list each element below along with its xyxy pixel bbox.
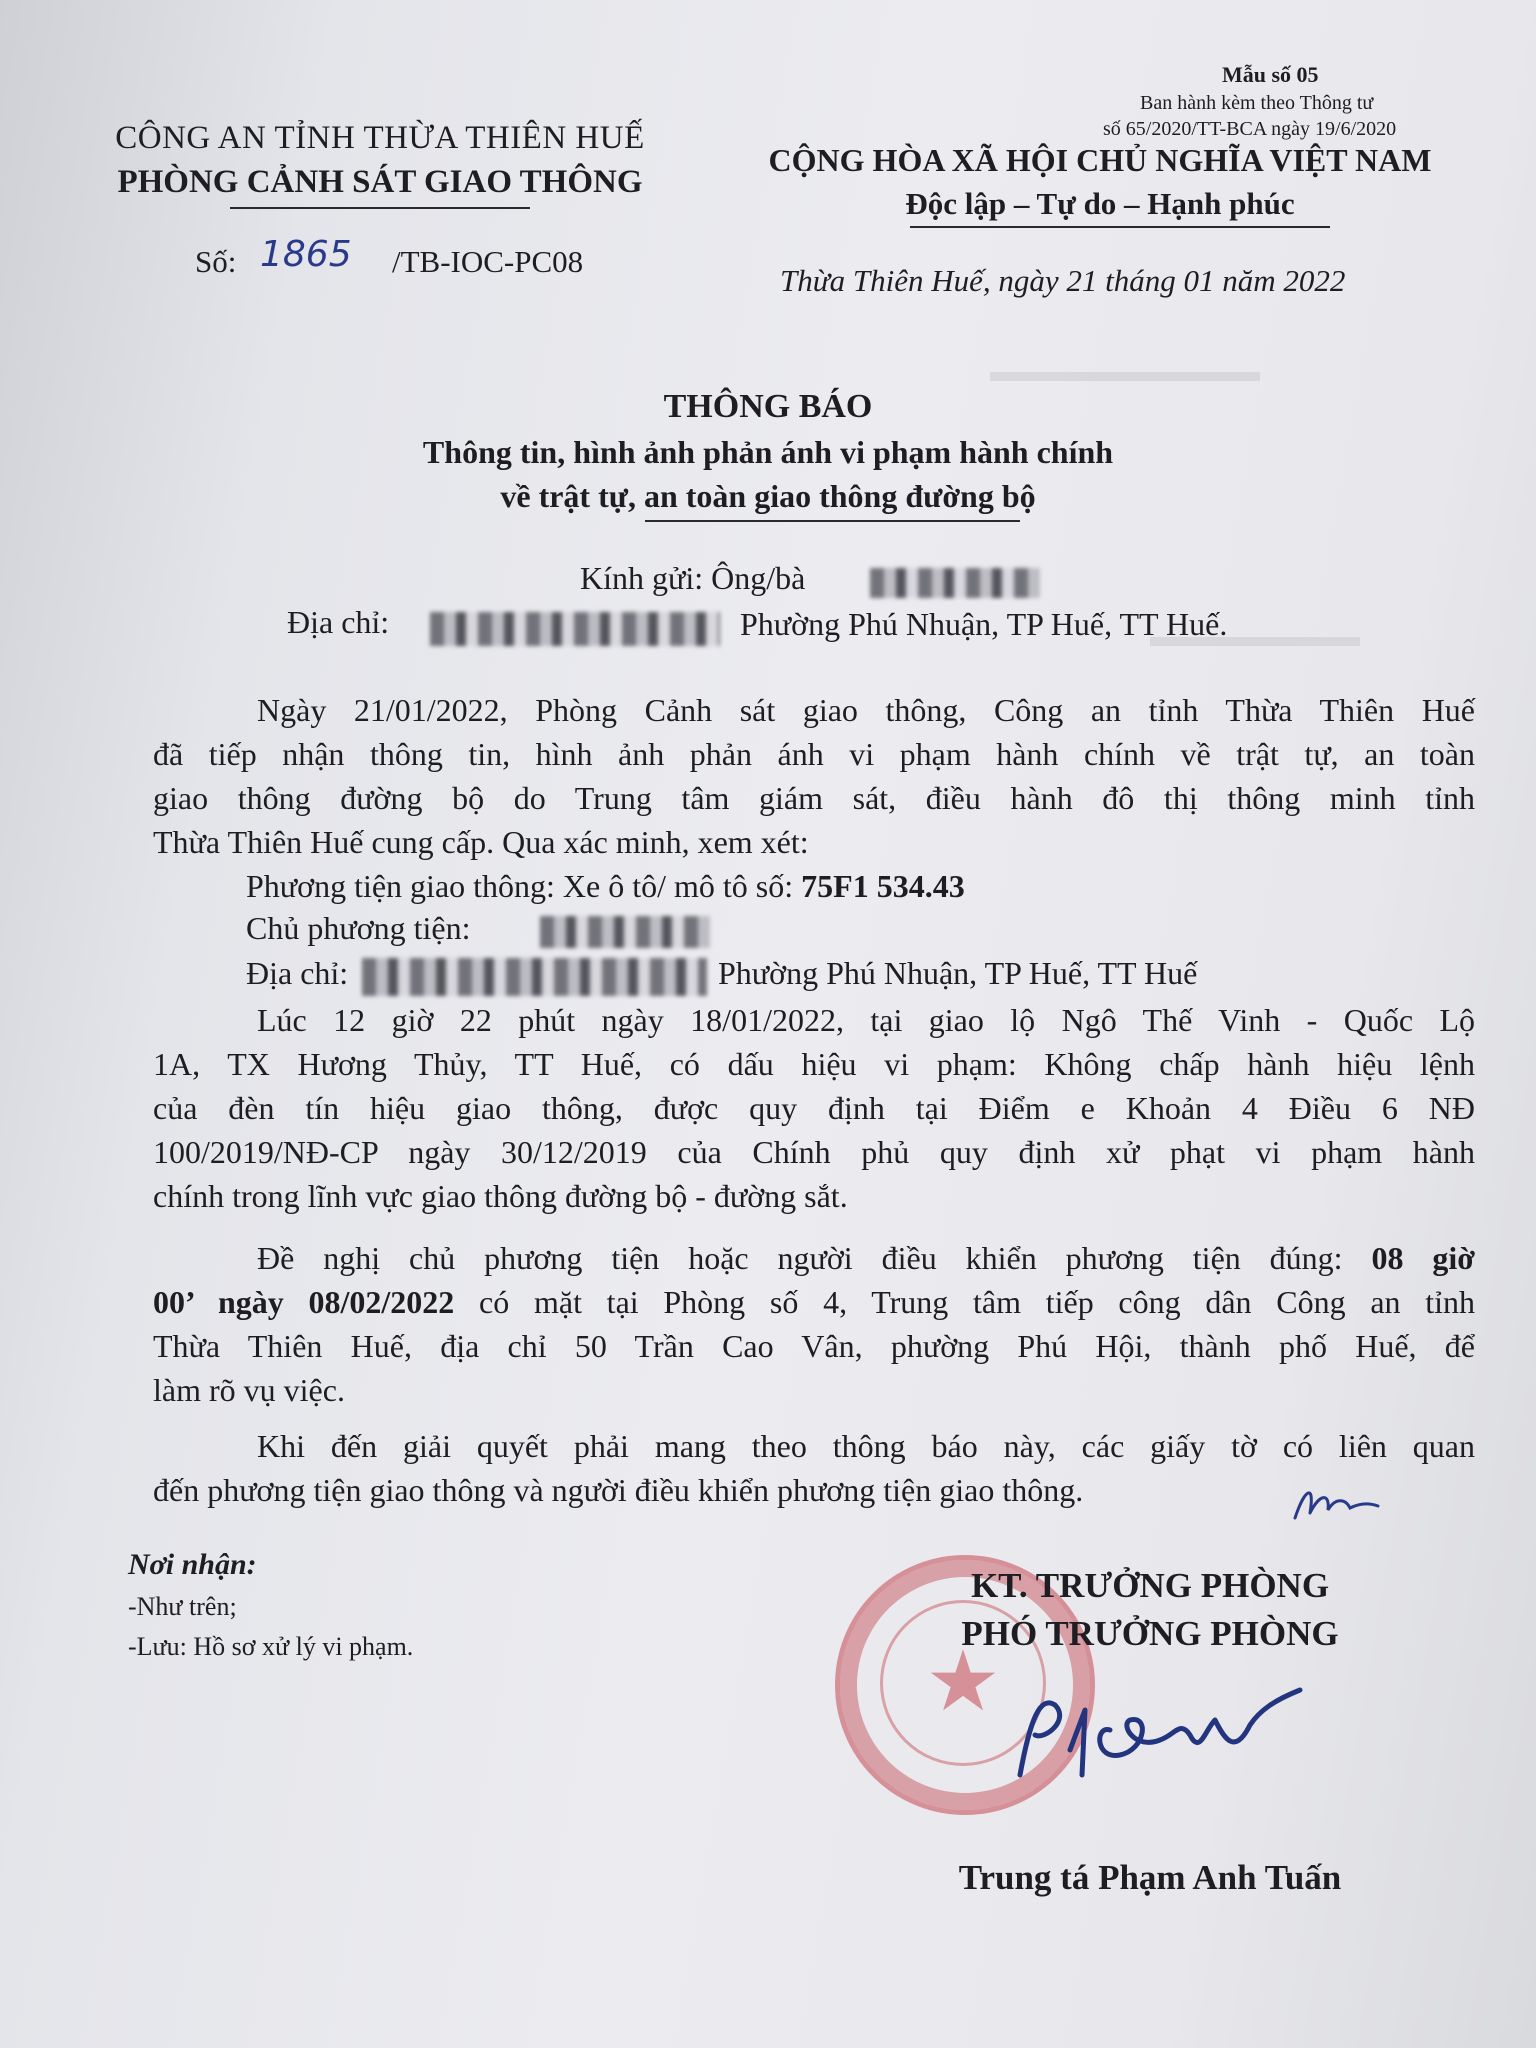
bleed-through-text: ▬▬▬▬▬▬▬	[1150, 620, 1360, 653]
owner-label: Chủ phương tiện:	[246, 910, 471, 946]
paragraph-intro	[153, 688, 1475, 864]
paragraph-line: Lúc 12 giờ 22 phút ngày 18/01/2022, tại giao lộ Ngô Thế Vinh - Quốc Lộ	[257, 1002, 1475, 1038]
vehicle-plate: 75F1 534.43	[801, 868, 965, 904]
handwritten-signature	[1000, 1680, 1330, 1800]
signer-title-2: PHÓ TRƯỞNG PHÒNG	[961, 1614, 1339, 1653]
redacted-owner-address	[362, 958, 707, 996]
recipients-item: -Lưu: Hồ sơ xử lý vi phạm.	[128, 1632, 414, 1661]
motto-underline	[910, 226, 1330, 228]
form-issued-line-2: số 65/2020/TT-BCA ngày 19/6/2020	[1103, 118, 1397, 140]
paragraph-line: Khi đến giải quyết phải mang theo thông báo này, các giấy tờ có liên quan	[257, 1428, 1475, 1464]
form-issued-line-1: Ban hành kèm theo Thông tư	[1140, 92, 1374, 114]
place-date: Thừa Thiên Huế, ngày 21 tháng 01 năm 2022	[780, 263, 1346, 298]
form-number: Mẫu số 05	[1222, 62, 1319, 87]
bleed-through-text: ▬▬▬▬▬▬▬▬▬	[990, 355, 1260, 388]
redacted-address	[430, 612, 720, 646]
recipients-item: -Như trên;	[128, 1592, 237, 1621]
appointment-date: 00’ ngày 08/02/2022	[153, 1284, 455, 1320]
request-text: có mặt tại Phòng số 4, Trung tâm tiếp công dân Công an tỉnh	[479, 1284, 1476, 1320]
vehicle-line	[246, 868, 965, 905]
owner-address-value: Phường Phú Nhuận, TP Huế, TT Huế	[718, 955, 1198, 991]
paragraph-line	[153, 1236, 1475, 1280]
agency-line-1: CÔNG AN TỈNH THỪA THIÊN HUẾ	[115, 120, 645, 156]
document-subtitle-2: về trật tự, an toàn giao thông đường bộ	[500, 478, 1036, 514]
vehicle-label: Phương tiện giao thông: Xe ô tô/ mô tô số:	[246, 868, 794, 904]
address-value: Phường Phú Nhuận, TP Huế, TT Huế.	[740, 606, 1228, 642]
document-subtitle-1: Thông tin, hình ảnh phản ánh vi phạm hành chính	[422, 434, 1114, 470]
paragraph-request	[153, 1236, 1475, 1412]
paragraph-line: Ngày 21/01/2022, Phòng Cảnh sát giao thông, Công an tỉnh Thừa Thiên Huế	[257, 692, 1475, 728]
paragraph-line: chính trong lĩnh vực giao thông đường bộ - đường sắt.	[153, 1178, 848, 1214]
paragraph-line: Thừa Thiên Huế, địa chỉ 50 Trần Cao Vân, phường Phú Hội, thành phố Huế, để	[153, 1328, 1475, 1364]
paragraph-line: giao thông đường bộ do Trung tâm giám sát, điều hành đô thị thông minh tỉnh	[153, 780, 1475, 816]
request-text: Đề nghị chủ phương tiện hoặc người điều khiển phương tiện đúng:	[257, 1240, 1343, 1276]
doc-number-label: Số:	[195, 244, 237, 279]
appointment-time: 08 giờ	[1371, 1240, 1476, 1276]
nation-heading: CỘNG HÒA XÃ HỘI CHỦ NGHĨA VIỆT NAM	[768, 142, 1432, 178]
salutation: Kính gửi: Ông/bà	[580, 560, 806, 596]
paragraph-line: làm rõ vụ việc.	[153, 1372, 345, 1408]
handwritten-initial	[1290, 1478, 1380, 1528]
paragraph-violation	[153, 998, 1475, 1218]
doc-number-suffix: /TB-IOC-PC08	[392, 244, 584, 279]
doc-number-handwritten: 1865	[260, 234, 352, 275]
paragraph-line	[153, 1280, 1475, 1324]
signer-name: Trung tá Phạm Anh Tuấn	[958, 1858, 1342, 1897]
paragraph-instructions	[153, 1424, 1475, 1512]
paragraph-line: đến phương tiện giao thông và người điều khiển phương tiện giao thông.	[153, 1472, 1084, 1508]
paragraph-line: đã tiếp nhận thông tin, hình ảnh phản ánh vi phạm hành chính về trật tự, an toàn	[153, 736, 1475, 772]
owner-address-label: Địa chỉ:	[246, 955, 349, 991]
document-title: THÔNG BÁO	[663, 388, 873, 425]
national-motto: Độc lập – Tự do – Hạnh phúc	[905, 186, 1295, 221]
redacted-name	[870, 568, 1040, 598]
paragraph-line: của đèn tín hiệu giao thông, được quy định tại Điểm e Khoản 4 Điều 6 NĐ	[153, 1090, 1475, 1126]
paragraph-line: Thừa Thiên Huế cung cấp. Qua xác minh, xem xét:	[153, 824, 809, 860]
signer-title-1: KT. TRƯỞNG PHÒNG	[970, 1566, 1330, 1605]
recipients-title: Nơi nhận:	[128, 1548, 257, 1581]
address-label: Địa chỉ:	[287, 604, 390, 640]
agency-line-2: PHÒNG CẢNH SÁT GIAO THÔNG	[117, 164, 643, 200]
agency-underline	[230, 207, 530, 209]
redacted-owner	[540, 916, 710, 948]
title-underline	[645, 520, 1020, 522]
seal-star-icon: ★	[925, 1636, 1001, 1729]
paragraph-line: 1A, TX Hương Thủy, TT Huế, có dấu hiệu vi phạm: Không chấp hành hiệu lệnh	[153, 1046, 1475, 1082]
paragraph-line: 100/2019/NĐ-CP ngày 30/12/2019 của Chính phủ quy định xử phạt vi phạm hành	[153, 1134, 1475, 1170]
